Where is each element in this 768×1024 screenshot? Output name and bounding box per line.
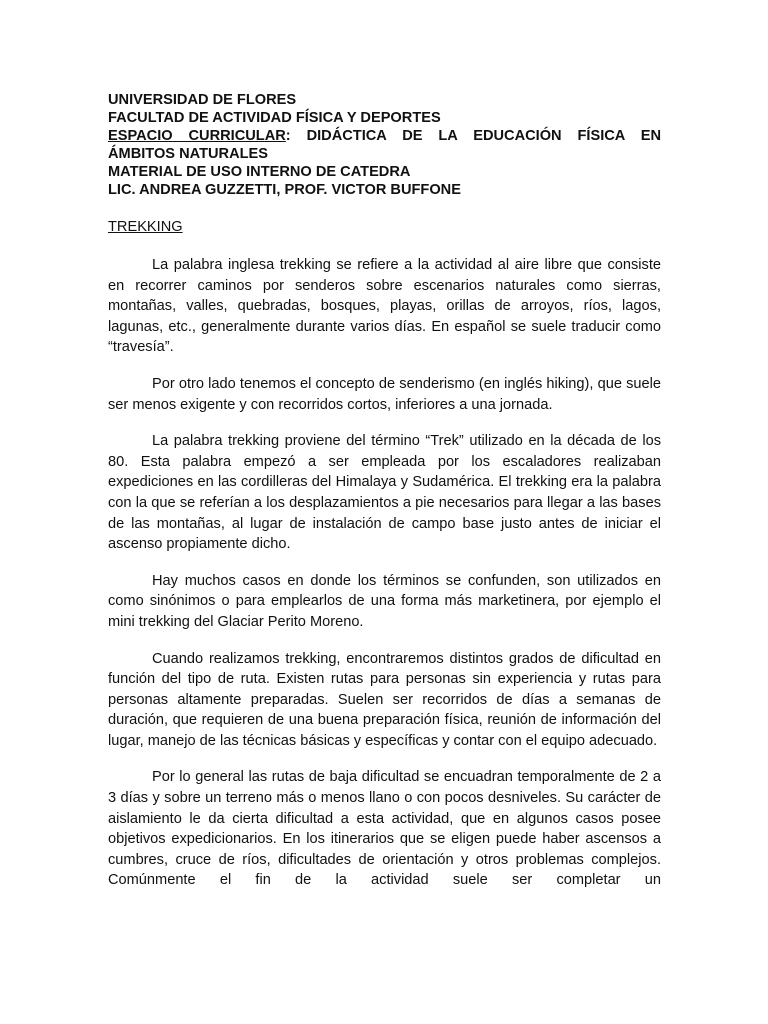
university-name: UNIVERSIDAD DE FLORES xyxy=(108,92,297,108)
paragraph-origin: La palabra trekking proviene del término “Trek” utilizado en la década de los 80. Esta palabra empezó a ser empleada por los escaladores realizaban expediciones en las cordilleras del Himalaya y Sudamérica. El trekking era la palabra con la que se referían a los desplazamientos a pie necesarios para llegar a las bases de las montañas, al lugar de instalación de campo base justo antes de iniciar el ascenso propiamente dicho. xyxy=(108,433,661,553)
faculty-name: FACULTAD DE ACTIVIDAD FÍSICA Y DEPORTES xyxy=(108,110,441,126)
material-notice: MATERIAL DE USO INTERNO DE CATEDRA xyxy=(108,164,411,180)
document-page xyxy=(108,91,661,906)
paragraph-definition: La palabra inglesa trekking se refiere a la actividad al aire libre que consiste en recorrer caminos por senderos sobre escenarios naturales como sierras, montañas, valles, quebradas, bosques, playas, orillas de arroyos, ríos, lagos, lagunas, etc., generalmente durante varios días. En español se suele traducir como “travesía”. xyxy=(108,257,661,356)
section-title: TREKKING xyxy=(108,219,183,235)
paragraph-confusion: Hay muchos casos en donde los términos se confunden, son utilizados en como sinónimos o para emplearlos de una forma más marketinera, por ejemplo el mini trekking del Glaciar Perito Moreno. xyxy=(108,572,661,630)
document-header xyxy=(108,91,661,199)
curricular-space-label: ESPACIO CURRICULAR xyxy=(108,128,286,144)
paragraph-difficulty: Cuando realizamos trekking, encontraremos distintos grados de dificultad en función del tipo de ruta. Existen rutas para personas sin experiencia y rutas para personas altamente preparadas. Suelen ser recorridos de días a semanas de duración, que requieren de una buena preparación física, reunión de información del lugar, manejo de las técnicas básicas y específicas y contar con el equipo adecuado. xyxy=(108,650,661,749)
curricular-space-colon: : xyxy=(285,128,291,144)
paragraph-low-difficulty-routes: Por lo general las rutas de baja dificultad se encuadran temporalmente de 2 a 3 días y sobre un terreno más o menos llano o con pocos desniveles. Su carácter de aislamiento le da cierta dificultad a esta actividad, que en algunos casos posee objetivos expedicionarios. En los itinerarios que se eligen puede haber ascensos a cumbres, cruce de ríos, dificultades de orientación y otros problemas complejos. Comúnmente el fin de la actividad suele ser completar un xyxy=(108,769,661,889)
curricular-space-value: DIDÁCTICA DE LA EDUCACIÓN FÍSICA EN xyxy=(290,128,661,144)
authors-line: LIC. ANDREA GUZZETTI, PROF. VICTOR BUFFONE xyxy=(108,182,461,198)
curricular-space-value-continued: ÁMBITOS NATURALES xyxy=(108,146,268,162)
curricular-space-line xyxy=(108,127,661,145)
paragraph-hiking: Por otro lado tenemos el concepto de senderismo (en inglés hiking), que suele ser menos exigente y con recorridos cortos, inferiores a una jornada. xyxy=(108,375,661,413)
